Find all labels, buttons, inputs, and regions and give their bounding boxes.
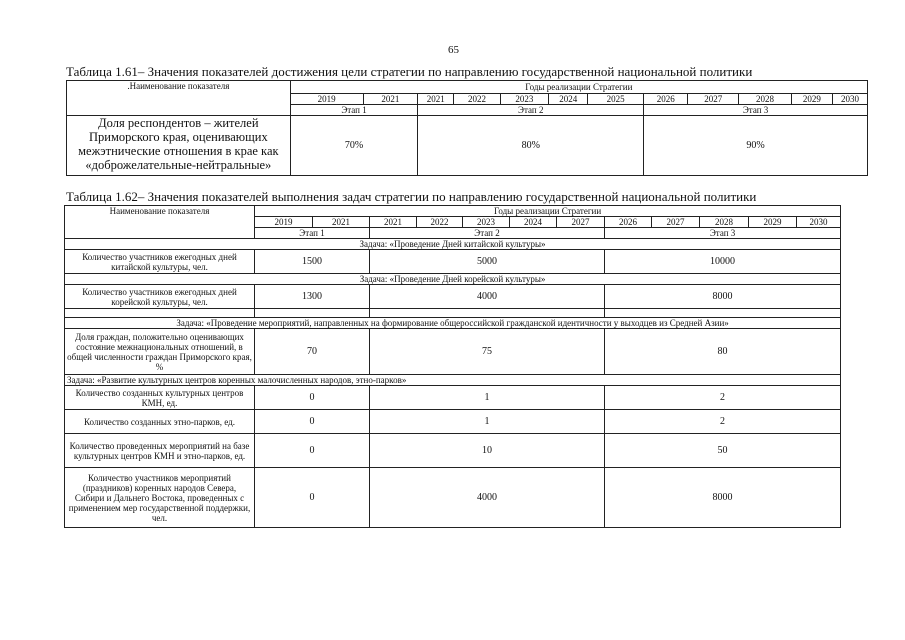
t2-task-title: Задача: «Развитие культурных центров коренных малочисленных народов, этно-парков» xyxy=(65,375,841,386)
t2-year: 2027 xyxy=(652,217,700,228)
t2-year: 2022 xyxy=(417,217,463,228)
t2-spacer-cell xyxy=(605,309,841,318)
t1-value: 90% xyxy=(644,116,868,176)
t2-indicator-name: Количество участников мероприятий (праздников) коренных народов Севера, Сибири и Дальнего Востока, проведенных с применением мер государственной поддержки, чел. xyxy=(65,468,255,528)
t2-spacer-cell xyxy=(370,309,605,318)
t1-year: 2022 xyxy=(454,94,500,105)
t1-value: 80% xyxy=(418,116,644,176)
t2-stage: Этап 3 xyxy=(605,228,841,239)
t2-indicator-name: Количество созданных этно-парков, ед. xyxy=(65,410,255,434)
t1-year: 2027 xyxy=(688,94,739,105)
t1-value: 70% xyxy=(290,116,418,176)
t2-year: 2030 xyxy=(797,217,841,228)
t2-spacer-cell xyxy=(65,309,255,318)
t1-year: 2023 xyxy=(500,94,549,105)
t2-value: 1500 xyxy=(255,250,370,274)
t2-value: 0 xyxy=(255,468,370,528)
table2-caption: Таблица 1.62– Значения показателей выполнения задач стратегии по направлению государственной национальной политики xyxy=(66,189,757,204)
t1-year: 2019 xyxy=(290,94,363,105)
t2-year: 2019 xyxy=(255,217,313,228)
table1-caption: Таблица 1.61– Значения показателей достижения цели стратегии по направлению государственной национальной политики xyxy=(66,64,753,79)
table1 xyxy=(66,80,868,176)
t2-value: 8000 xyxy=(605,285,841,309)
t1-year: 2021 xyxy=(418,94,454,105)
t2-value: 10000 xyxy=(605,250,841,274)
t1-year: 2030 xyxy=(832,94,867,105)
t1-year: 2028 xyxy=(739,94,792,105)
t2-indicator-name: Количество проведенных мероприятий на базе культурных центров КМН и этно-парков, ед. xyxy=(65,434,255,468)
t2-year: 2024 xyxy=(510,217,557,228)
table2-name-header: Наименование показателя xyxy=(65,206,255,239)
t2-year: 2021 xyxy=(313,217,370,228)
t1-year: 2024 xyxy=(549,94,588,105)
t1-year: 2025 xyxy=(588,94,644,105)
t2-value: 50 xyxy=(605,434,841,468)
t2-value: 10 xyxy=(370,434,605,468)
table1-name-header: .Наименование показателя xyxy=(67,81,291,116)
page-number: 65 xyxy=(448,44,459,56)
t2-value: 1 xyxy=(370,386,605,410)
t2-value: 70 xyxy=(255,329,370,375)
t2-value: 0 xyxy=(255,410,370,434)
t2-task-title: Задача: «Проведение мероприятий, направленных на формирование общероссийской гражданской идентичности у выходцев из Средней Азии» xyxy=(65,318,841,329)
table2 xyxy=(64,205,841,528)
t2-value: 2 xyxy=(605,410,841,434)
t2-year: 2027 xyxy=(557,217,605,228)
t2-stage: Этап 1 xyxy=(255,228,370,239)
t2-indicator-name: Доля граждан, положительно оценивающих состояние межнациональных отношений, в общей численности граждан Приморского края, % xyxy=(65,329,255,375)
t2-value: 2 xyxy=(605,386,841,410)
table1-years-header: Годы реализации Стратегии xyxy=(290,81,867,94)
t2-year: 2021 xyxy=(370,217,417,228)
t1-year: 2029 xyxy=(791,94,832,105)
t2-indicator-name: Количество участников ежегодных дней китайской культуры, чел. xyxy=(65,250,255,274)
t2-task-title: Задача: «Проведение Дней корейской культуры» xyxy=(65,274,841,285)
t2-value: 0 xyxy=(255,386,370,410)
t2-value: 1300 xyxy=(255,285,370,309)
t2-year: 2029 xyxy=(749,217,797,228)
t2-indicator-name: Количество созданных культурных центров КМН, ед. xyxy=(65,386,255,410)
table2-years-header: Годы реализации Стратегии xyxy=(255,206,841,217)
t1-stage: Этап 3 xyxy=(644,105,868,116)
t2-task-title: Задача: «Проведение Дней китайской культуры» xyxy=(65,239,841,250)
t2-indicator-name: Количество участников ежегодных дней корейской культуры, чел. xyxy=(65,285,255,309)
t2-spacer-cell xyxy=(255,309,370,318)
t2-stage: Этап 2 xyxy=(370,228,605,239)
t2-year: 2023 xyxy=(463,217,510,228)
t1-stage: Этап 1 xyxy=(290,105,418,116)
t2-year: 2026 xyxy=(605,217,652,228)
t2-year: 2028 xyxy=(700,217,749,228)
t2-value: 4000 xyxy=(370,468,605,528)
t2-value: 5000 xyxy=(370,250,605,274)
t1-indicator-name: Доля респондентов – жителей Приморского края, оценивающих межэтнические отношения в крае как «доброжелательные-нейтральные» xyxy=(67,116,291,176)
t2-value: 75 xyxy=(370,329,605,375)
t2-value: 4000 xyxy=(370,285,605,309)
t1-year: 2026 xyxy=(644,94,688,105)
t2-value: 1 xyxy=(370,410,605,434)
t2-value: 80 xyxy=(605,329,841,375)
t2-value: 0 xyxy=(255,434,370,468)
t1-stage: Этап 2 xyxy=(418,105,644,116)
t2-value: 8000 xyxy=(605,468,841,528)
t1-year: 2021 xyxy=(363,94,418,105)
